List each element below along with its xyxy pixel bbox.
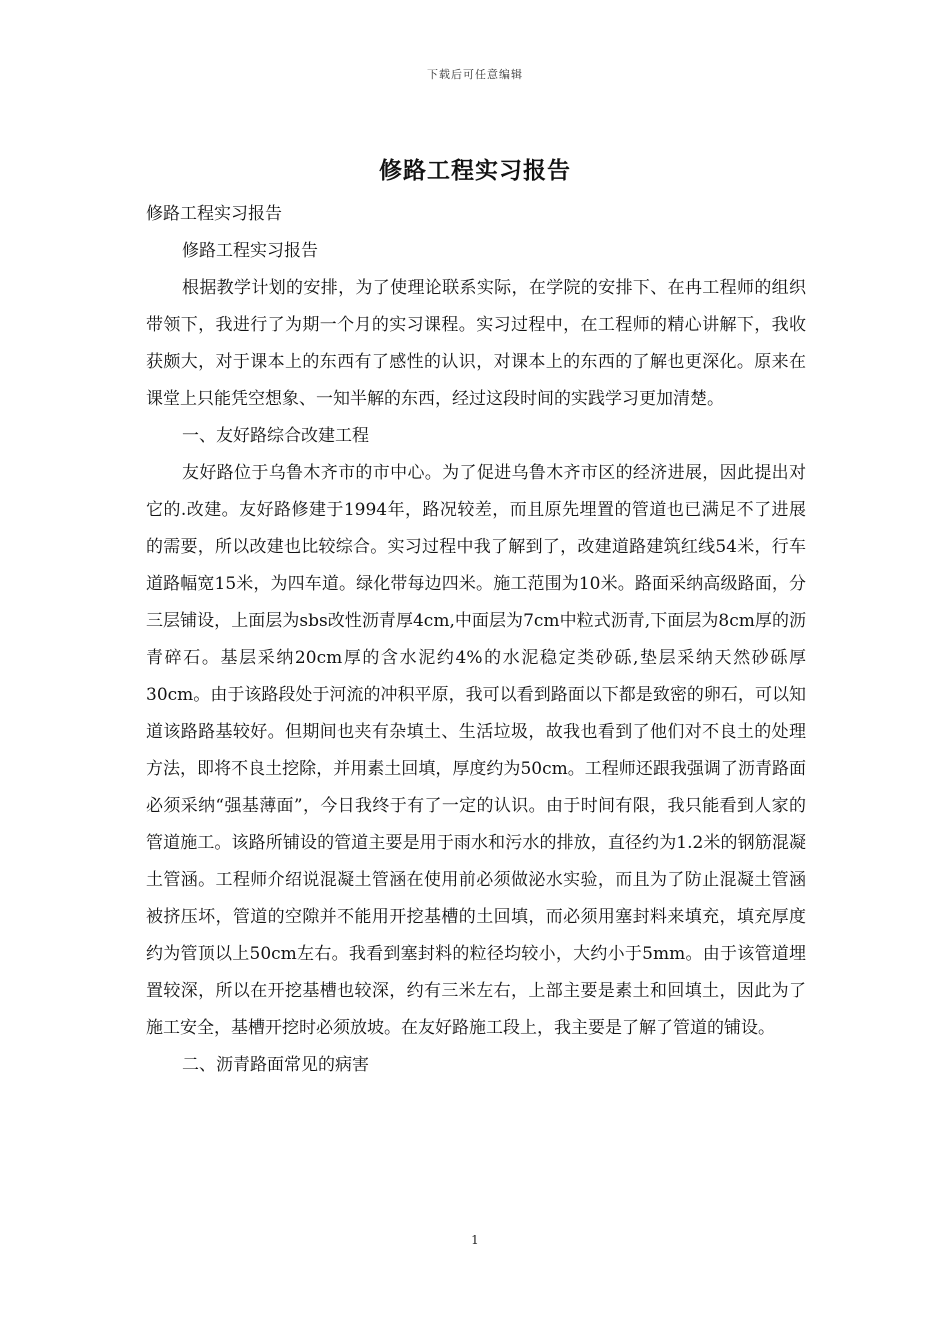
document-body: [146, 196, 806, 1084]
paragraph-section-1: 友好路位于乌鲁木齐市的市中心。为了促进乌鲁木齐市区的经济进展，因此提出对它的.改建。友好路修建于1994年，路况较差，而且原先埋置的管道也已满足不了进展的需要，所以改建也比较综合。实习过程中我了解到了，改建道路建筑红线54米，行车道路幅宽15米，为四车道。绿化带每边四米。施工范围为10米。路面采纳高级路面，分三层铺设，上面层为sbs改性沥青厚4cm,中面层为7cm中粒式沥青,下面层为8cm厚的沥青碎石。基层采纳20cm厚的含水泥约4%的水泥稳定类砂砾,垫层采纳天然砂砾厚30cm。由于该路段处于河流的冲积平原，我可以看到路面以下都是致密的卵石，可以知道该路路基较好。但期间也夹有杂填土、生活垃圾，故我也看到了他们对不良土的处理方法，即将不良土挖除，并用素土回填，厚度约为50cm。工程师还跟我强调了沥青路面必须采纳“强基薄面”，今日我终于有了一定的认识。由于时间有限，我只能看到人家的管道施工。该路所铺设的管道主要是用于雨水和污水的排放，直径约为1.2米的钢筋混凝土管涵。工程师介绍说混凝土管涵在使用前必须做泌水实验，而且为了防止混凝土管涵被挤压坏，管道的空隙并不能用开挖基槽的土回填，而必须用塞封料来填充，填充厚度约为管顶以上50cm左右。我看到塞封料的粒径均较小，大约小于5mm。由于该管道埋置较深，所以在开挖基槽也较深，约有三米左右，上部主要是素土和回填土，因此为了施工安全，基槽开挖时必须放坡。在友好路施工段上，我主要是了解了管道的铺设。: [146, 463, 806, 1038]
document-title: 修路工程实习报告: [379, 157, 571, 184]
paragraph-subtitle-indented: 修路工程实习报告: [182, 241, 318, 261]
section-heading-1: 一、友好路综合改建工程: [182, 426, 369, 446]
header-note: 下载后可任意编辑: [427, 68, 523, 81]
section-heading-2: 二、沥青路面常见的病害: [182, 1055, 369, 1075]
paragraph-subtitle: 修路工程实习报告: [146, 204, 282, 224]
page-number: 1: [471, 1233, 479, 1247]
paragraph-intro: 根据教学计划的安排，为了使理论联系实际，在学院的安排下、在冉工程师的组织带领下，我进行了为期一个月的实习课程。实习过程中，在工程师的精心讲解下，我收获颇大，对于课本上的东西有了感性的认识，对课本上的东西的了解也更深化。原来在课堂上只能凭空想象、一知半解的东西，经过这段时间的实践学习更加清楚。: [146, 278, 806, 409]
